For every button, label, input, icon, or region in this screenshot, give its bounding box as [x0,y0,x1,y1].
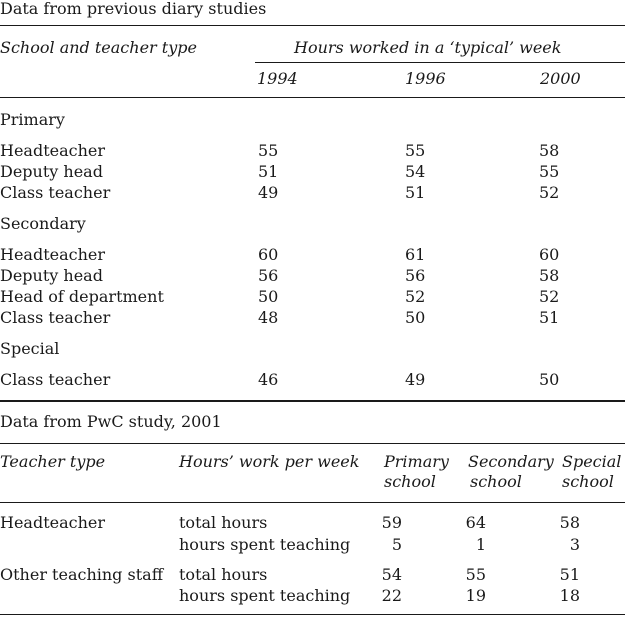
cell-value: 51 [559,565,580,584]
cell-value: 60 [258,245,279,264]
cell-value: 49 [405,370,426,389]
cell-value: 52 [539,183,560,202]
cell-value: 51 [539,308,560,327]
cell-value: 54 [405,162,426,181]
rule [0,97,625,98]
row-label: Other teaching staff [0,565,164,584]
row-measure: total hours [179,565,268,584]
cell-value: 56 [258,266,279,285]
group-label: Secondary [0,214,86,233]
section2-title: Data from PwC study, 2001 [0,412,222,431]
row-label: Headteacher [0,245,106,264]
cell-value: 58 [539,141,560,160]
cell-value: 5 [391,535,402,554]
cell-value: 59 [381,513,402,532]
cell-value: 3 [569,535,580,554]
cell-value: 18 [559,586,580,605]
year-header: 2000 [540,69,581,88]
row-label: Class teacher [0,370,111,389]
rule-thick [0,400,625,402]
row-measure: hours spent teaching [179,535,351,554]
cell-value: 61 [405,245,426,264]
cell-value: 54 [381,565,402,584]
cell-value: 55 [405,141,426,160]
cell-value: 56 [405,266,426,285]
cell-value: 49 [258,183,279,202]
col-header-hours: Hours’ work per week [179,452,360,471]
cell-value: 60 [539,245,560,264]
group-header-hours: Hours worked in a ‘typical’ week [294,38,562,57]
row-label: Class teacher [0,183,111,202]
rule [0,25,625,26]
group-label: Primary [0,110,65,129]
cell-value: 55 [465,565,486,584]
cell-value: 55 [539,162,560,181]
rule [0,443,625,444]
cell-value: 50 [405,308,426,327]
cell-value: 22 [381,586,402,605]
rule [0,502,625,503]
row-measure: hours spent teaching [179,586,351,605]
cell-value: 51 [258,162,279,181]
cell-value: 19 [465,586,486,605]
cell-value: 1 [475,535,486,554]
col-header-primary: school [384,472,436,491]
row-label: Headteacher [0,141,106,160]
row-label: Deputy head [0,162,103,181]
year-header: 1994 [257,69,298,88]
row-label: Class teacher [0,308,111,327]
col-header-special: Special [562,452,622,471]
col-header-secondary: school [470,472,522,491]
cell-value: 55 [258,141,279,160]
cell-value: 52 [405,287,426,306]
group-label: Special [0,339,60,358]
year-header: 1996 [405,69,446,88]
cell-value: 58 [539,266,560,285]
col-header-school-type: School and teacher type [0,38,197,57]
rule [0,614,625,615]
cell-value: 50 [539,370,560,389]
cell-value: 50 [258,287,279,306]
cell-value: 52 [539,287,560,306]
col-header-special: school [562,472,614,491]
cell-value: 48 [258,308,279,327]
cell-value: 51 [405,183,426,202]
row-measure: total hours [179,513,268,532]
col-header-primary: Primary [384,452,449,471]
cell-value: 58 [559,513,580,532]
cell-value: 46 [258,370,279,389]
col-header-teacher-type: Teacher type [0,452,106,471]
row-label: Deputy head [0,266,103,285]
section1-title: Data from previous diary studies [0,0,267,18]
col-header-secondary: Secondary [468,452,554,471]
row-label: Headteacher [0,513,106,532]
row-label: Head of department [0,287,164,306]
cell-value: 64 [465,513,486,532]
group-rule [255,62,625,63]
